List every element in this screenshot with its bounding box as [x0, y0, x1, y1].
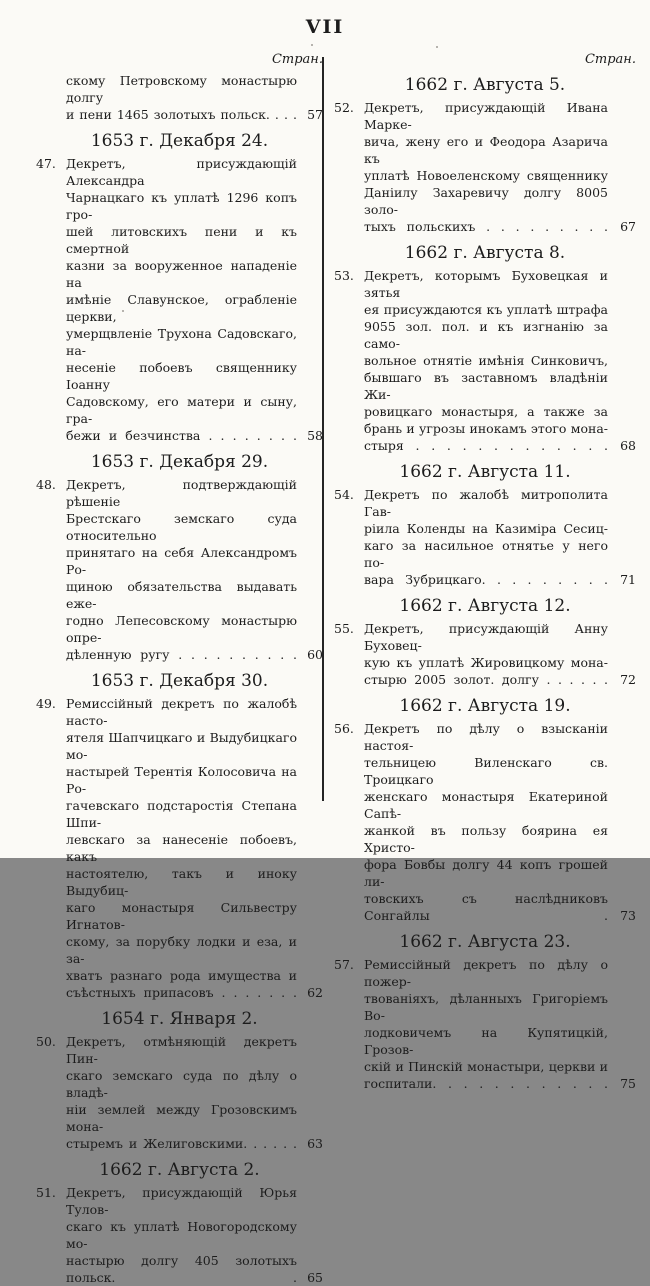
- entry-text-line: скій и Пинскій монастыри, церкви и: [364, 1059, 608, 1074]
- entry-page-number: 65: [307, 1270, 323, 1285]
- entry-number: 54.: [334, 487, 354, 502]
- entry-text: [364, 486, 608, 588]
- entry-text: [66, 1184, 297, 1286]
- toc-entry: [36, 1184, 323, 1286]
- entry-text-line: настырю долгу 405 золотыхъ польск. .: [66, 1253, 297, 1285]
- entry-text-line: 9055 зол. пол. и къ изгнанію за само-: [364, 319, 608, 351]
- columns-container: [36, 52, 636, 1286]
- entry-text-line: бежи и безчинства . . . . . . . .: [66, 428, 297, 443]
- column-header-right: Стран.: [584, 52, 636, 67]
- entry-text-line: ея присуждаются къ уплатѣ штрафа: [364, 302, 608, 317]
- toc-entry: [334, 267, 636, 454]
- date-heading: 1653 г. Декабря 29.: [90, 452, 269, 472]
- entry-number: 47.: [36, 156, 56, 171]
- entry-page-number: 57: [307, 107, 323, 122]
- entry-text-line: бывшаго въ заставномъ владѣніи Жи-: [364, 370, 608, 402]
- entry-text-line: Декретъ, присуждающій Ивана Марке-: [364, 100, 608, 132]
- page-number: VII: [305, 16, 345, 38]
- entry-text-line: брань и угрозы инокамъ этого мона-: [364, 421, 608, 436]
- entry-number: 49.: [36, 696, 56, 711]
- toc-entry: [36, 155, 323, 444]
- entry-text-line: настырей Терентія Колосовича на Ро-: [66, 764, 297, 796]
- entry-text-line: уплатѣ Новоеленскому священнику: [364, 168, 608, 183]
- toc-entry: [334, 486, 636, 588]
- entry-number: 48.: [36, 477, 56, 492]
- entry-text-line: настоятелю, такъ и иноку Выдубиц-: [66, 866, 297, 898]
- entry-text-line: каго за насильное отнятье у него по-: [364, 538, 608, 570]
- right-column-entries: [334, 75, 636, 1092]
- entry-text: [364, 620, 608, 688]
- date-heading: 1662 г. Августа 23.: [399, 932, 571, 952]
- entry-text: [66, 476, 297, 663]
- entry-text-line: вольное отнятіе имѣнія Синковичъ,: [364, 353, 608, 368]
- scan-speck: [436, 46, 438, 48]
- entry-text-line: дѣленную ругу . . . . . . . . . .: [66, 647, 297, 662]
- entry-text-line: ятеля Шапчицкаго и Выдубицкаго мо-: [66, 730, 297, 762]
- entry-text: [66, 72, 297, 123]
- entry-text-line: годно Лепесовскому монастырю опре-: [66, 613, 297, 645]
- entry-page-number: 62: [307, 985, 323, 1000]
- entry-text: [364, 99, 608, 235]
- entry-text-line: госпитали. . . . . . . . . . . .: [364, 1076, 608, 1091]
- entry-page-number: 60: [307, 647, 323, 662]
- left-column-entries: [36, 72, 323, 1286]
- entry-text-line: несеніе побоевъ священнику Іоанну: [66, 360, 297, 392]
- entry-text: [364, 956, 608, 1092]
- date-heading: 1654 г. Января 2.: [101, 1009, 258, 1029]
- date-heading: 1662 г. Августа 2.: [99, 1160, 260, 1180]
- entry-text-line: Декретъ по жалобѣ митрополита Гав-: [364, 487, 608, 519]
- entry-page-number: 67: [620, 219, 636, 234]
- entry-text-line: Даніилу Захаревичу долгу 8005 золо-: [364, 185, 608, 217]
- entry-number: 52.: [334, 100, 354, 115]
- entry-number: 57.: [334, 957, 354, 972]
- entry-text-line: товскихъ съ наслѣдниковъ Сонгайлы .: [364, 891, 608, 923]
- toc-entry: [334, 99, 636, 235]
- toc-entry: [36, 1033, 323, 1152]
- entry-text-line: и пени 1465 золотыхъ польск. . . .: [66, 107, 297, 122]
- entry-text-line: казни за вооруженное нападеніе на: [66, 258, 297, 290]
- date-heading: 1662 г. Августа 12.: [399, 596, 571, 616]
- toc-entry: [334, 720, 636, 924]
- toc-entry: [334, 620, 636, 688]
- entry-number: 53.: [334, 268, 354, 283]
- entry-text-line: ровицкаго монастыря, а также за: [364, 404, 608, 419]
- entry-text-line: Декретъ по дѣлу о взысканіи настоя-: [364, 721, 608, 753]
- entry-page-number: 71: [620, 572, 636, 587]
- entry-text-line: стыремъ и Желиговскими. . . . . .: [66, 1136, 297, 1151]
- entry-text-line: Декретъ, которымъ Буховецкая и зятья: [364, 268, 608, 300]
- entry-page-number: 63: [307, 1136, 323, 1151]
- entry-text-line: скому Петровскому монастырю долгу: [66, 73, 297, 105]
- right-column: [334, 52, 636, 1286]
- entry-text-line: имѣніе Славунское, ограбленіе церкви,: [66, 292, 297, 324]
- entry-text-line: каго монастыря Сильвестру Игнатов-: [66, 900, 297, 932]
- entry-text-line: Декретъ, присуждающій Юрья Тулов-: [66, 1185, 297, 1217]
- entry-text: [66, 695, 297, 1001]
- entry-number: 55.: [334, 621, 354, 636]
- entry-text-line: хватъ разнаго рода имущества и: [66, 968, 297, 983]
- entry-text-line: лодковичемъ на Купятицкій, Грозов-: [364, 1025, 608, 1057]
- entry-text-line: гачевскаго подстаростія Степана Шпи-: [66, 798, 297, 830]
- entry-text-line: Декретъ, подтверждающій рѣшеніе: [66, 477, 297, 509]
- entry-text: [66, 155, 297, 444]
- entry-text-line: Чарнацкаго къ уплатѣ 1296 копъ гро-: [66, 190, 297, 222]
- entry-text-line: Декретъ, присуждающій Александра: [66, 156, 297, 188]
- entry-text-line: стыря . . . . . . . . . . . . .: [364, 438, 608, 453]
- entry-number: 50.: [36, 1034, 56, 1049]
- entry-text-line: женскаго монастыря Екатериной Сапѣ-: [364, 789, 608, 821]
- toc-entry: [36, 695, 323, 1001]
- entry-text-line: скому, за порубку лодки и еза, и за-: [66, 934, 297, 966]
- date-heading: 1662 г. Августа 8.: [404, 243, 566, 263]
- entry-text: [66, 1033, 297, 1152]
- entry-text-line: скаго земскаго суда по дѣлу о владѣ-: [66, 1068, 297, 1100]
- entry-text-line: скаго къ уплатѣ Новогородскому мо-: [66, 1219, 297, 1251]
- entry-text: [364, 267, 608, 454]
- entry-page-number: 75: [620, 1076, 636, 1091]
- entry-text-line: шей литовскихъ пени и къ смертной: [66, 224, 297, 256]
- left-column: [36, 52, 323, 1286]
- entry-text-line: принятаго на себя Александромъ Ро-: [66, 545, 297, 577]
- entry-text-line: жанкой въ пользу боярина ея Христо-: [364, 823, 608, 855]
- entry-text-line: Декретъ, отмѣняющій декретъ Пин-: [66, 1034, 297, 1066]
- entry-text-line: стырю 2005 золот. долгу . . . . . .: [364, 672, 608, 687]
- date-heading: 1662 г. Августа 19.: [399, 696, 571, 716]
- entry-text-line: Декретъ, присуждающій Анну Буховец-: [364, 621, 608, 653]
- entry-text: [364, 720, 608, 924]
- entry-text-line: кую къ уплатѣ Жировицкому мона-: [364, 655, 608, 670]
- entry-number: 56.: [334, 721, 354, 736]
- date-heading: 1662 г. Августа 11.: [399, 462, 571, 482]
- entry-text-line: левскаго за нанесеніе побоевъ, какъ: [66, 832, 297, 864]
- entry-text-line: умерщвленіе Трухона Садовскаго, на-: [66, 326, 297, 358]
- date-heading: 1662 г. Августа 5.: [404, 75, 566, 95]
- entry-number: [36, 72, 66, 123]
- date-heading: 1653 г. Декабря 24.: [90, 131, 269, 151]
- entry-text-line: съѣстныхъ припасовъ . . . . . . .: [66, 985, 297, 1000]
- entry-text-line: вича, жену его и Феодора Азарича къ: [364, 134, 608, 166]
- entry-page-number: 68: [620, 438, 636, 453]
- toc-entry: [36, 476, 323, 663]
- entry-page-number: 58: [307, 428, 323, 443]
- toc-entry: [36, 72, 323, 123]
- entry-text-line: тельницею Виленскаго св. Троицкаго: [364, 755, 608, 787]
- entry-page-number: 73: [620, 908, 636, 923]
- scan-speck: [311, 44, 313, 46]
- toc-entry: [334, 956, 636, 1092]
- entry-text-line: ріила Коленды на Казиміра Сесиц-: [364, 521, 608, 536]
- entry-text-line: вара Зубрицкаго. . . . . . . . .: [364, 572, 608, 587]
- entry-text-line: Ремиссійный декретъ по дѣлу о пожер-: [364, 957, 608, 989]
- entry-page-number: 72: [620, 672, 636, 687]
- entry-text-line: фора Бовбы долгу 44 копъ грошей ли-: [364, 857, 608, 889]
- date-heading: 1653 г. Декабря 30.: [90, 671, 269, 691]
- entry-text-line: Ремиссійный декретъ по жалобѣ насто-: [66, 696, 297, 728]
- column-header-left: Стран.: [271, 52, 323, 67]
- entry-text-line: Садовскому, его матери и сыну, гра-: [66, 394, 297, 426]
- entry-text-line: ніи землей между Грозовскимъ мона-: [66, 1102, 297, 1134]
- entry-text-line: Брестскаго земскаго суда относительно: [66, 511, 297, 543]
- entry-text-line: твованіяхъ, дѣланныхъ Григоріемъ Во-: [364, 991, 608, 1023]
- entry-number: 51.: [36, 1185, 56, 1200]
- entry-text-line: щиною обязательства выдавать еже-: [66, 579, 297, 611]
- entry-text-line: тыхъ польскихъ . . . . . . . . .: [364, 219, 608, 234]
